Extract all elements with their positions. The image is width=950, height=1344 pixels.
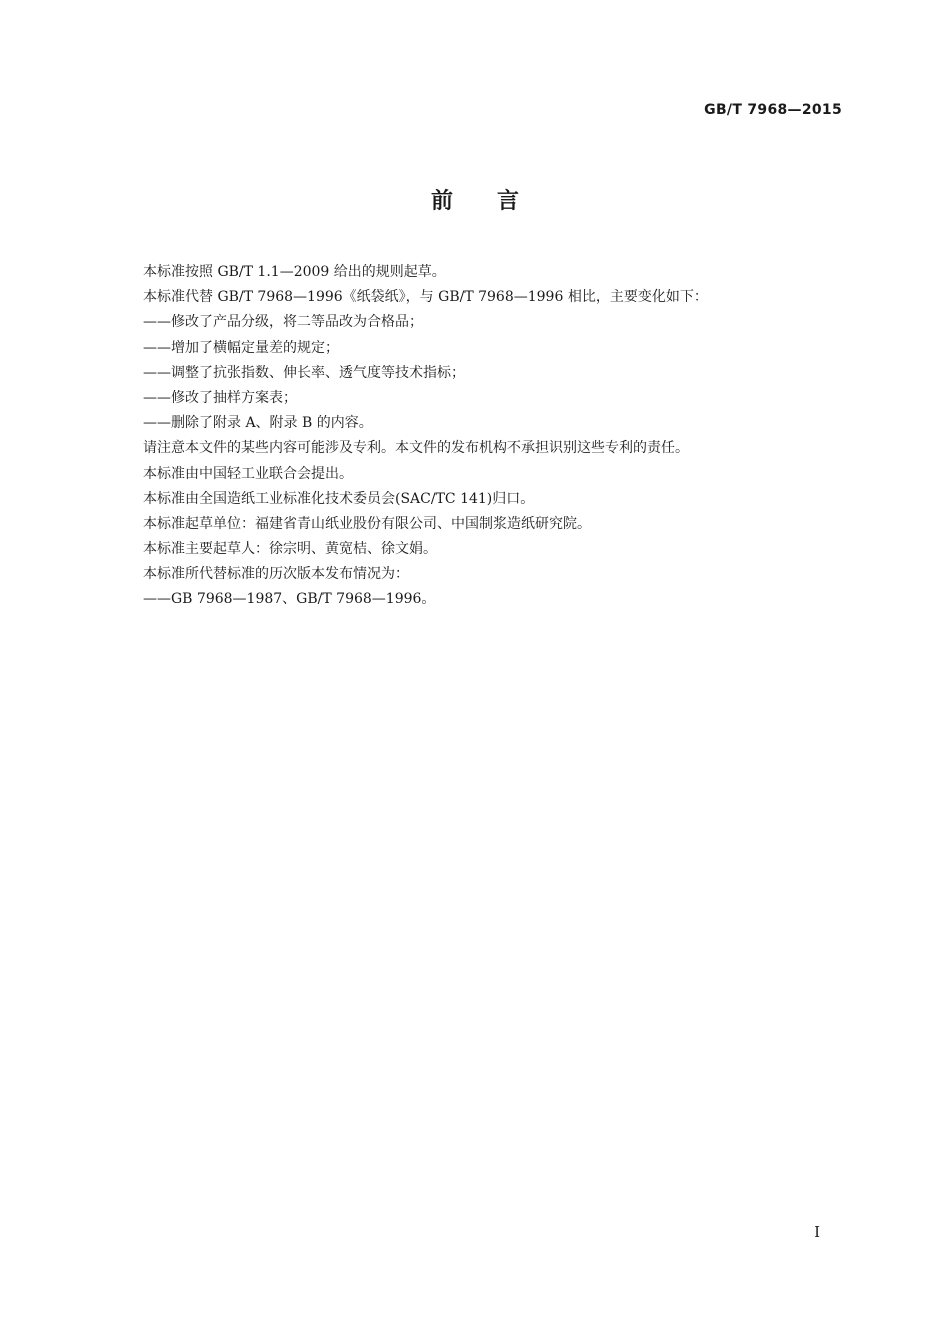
standard-code: GB/T 7968—2015 xyxy=(704,102,842,118)
foreword-body xyxy=(143,260,823,613)
change-item: ——删除了附录 A、附录 B 的内容。 xyxy=(143,415,373,432)
paragraph: 请注意本文件的某些内容可能涉及专利。本文件的发布机构不承担识别这些专利的责任。 xyxy=(143,440,689,457)
paragraph: 本标准代替 GB/T 7968—1996《纸袋纸》，与 GB/T 7968—1996 相比，主要变化如下： xyxy=(143,289,708,306)
version-item: ——GB 7968—1987、GB/T 7968—1996。 xyxy=(143,591,436,608)
paragraph: 本标准主要起草人：徐宗明、黄宽桔、徐文娟。 xyxy=(143,541,437,558)
paragraph: 本标准由中国轻工业联合会提出。 xyxy=(143,465,353,482)
paragraph: 本标准由全国造纸工业标准化技术委员会(SAC/TC 141)归口。 xyxy=(143,490,535,507)
page-number: I xyxy=(814,1223,820,1241)
change-item: ——增加了横幅定量差的规定； xyxy=(143,339,339,356)
page-title: 前言 xyxy=(430,189,563,214)
change-item: ——修改了抽样方案表； xyxy=(143,389,297,406)
change-item: ——调整了抗张指数、伸长率、透气度等技术指标； xyxy=(143,364,465,381)
paragraph: 本标准所代替标准的历次版本发布情况为： xyxy=(143,566,409,583)
paragraph: 本标准起草单位：福建省青山纸业股份有限公司、中国制浆造纸研究院。 xyxy=(143,515,591,532)
paragraph: 本标准按照 GB/T 1.1—2009 给出的规则起草。 xyxy=(143,264,446,280)
change-item: ——修改了产品分级，将二等品改为合格品； xyxy=(143,314,423,331)
